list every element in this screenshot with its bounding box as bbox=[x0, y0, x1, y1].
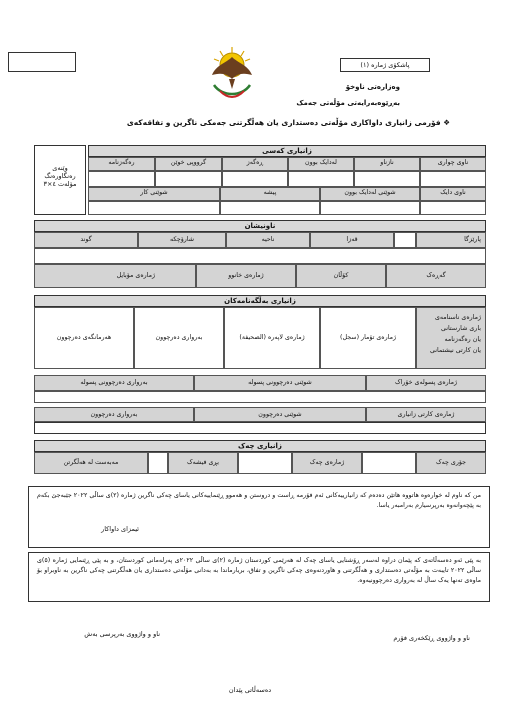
input-full-name[interactable] bbox=[420, 171, 486, 187]
photo-label-2: رەنگاورەنگ bbox=[44, 172, 76, 180]
input-workplace[interactable] bbox=[88, 201, 220, 215]
input-address-row1[interactable] bbox=[34, 248, 486, 264]
applicant-signature-label: ئیمزای داواکار bbox=[101, 525, 139, 533]
input-weapon-type[interactable] bbox=[362, 452, 416, 474]
label-surname: نازناو bbox=[354, 157, 420, 171]
documents-section-header: زانیاری بەڵگەنامەکان bbox=[34, 295, 486, 307]
label-profession: پیشە bbox=[220, 187, 320, 201]
label-carry-purpose: مەبەست لە هەڵگرتن bbox=[34, 452, 148, 474]
issuing-authority-label: دەسەڵاتی پێدان bbox=[228, 686, 272, 694]
label-village: گوند bbox=[34, 232, 138, 248]
input-gender[interactable] bbox=[222, 171, 288, 187]
form-organizer-signature-label: ناو و واژووی ڕێکخەری فۆرم bbox=[393, 634, 470, 642]
label-birth-place: شوێنی لەدایک بوون bbox=[320, 187, 420, 201]
personal-section-header: زانیاری کەسی bbox=[88, 145, 486, 157]
address-table bbox=[34, 232, 486, 288]
label-registry-number: ژمارەی تۆمار (سجل) bbox=[320, 307, 416, 369]
id-label-line-4: یان کارتی نیشتمانی bbox=[430, 347, 481, 354]
label-ration-card-date: بەرواری دەرچوونی پسولە bbox=[34, 375, 194, 391]
label-id-number bbox=[416, 307, 486, 369]
input-profession[interactable] bbox=[220, 201, 320, 215]
appendix-number-box: پاشکۆی ژمارە (١) bbox=[340, 58, 430, 72]
label-ration-card-number: ژمارەی پسولەی خۆراک bbox=[366, 375, 486, 391]
photo-label-1: وێنەی bbox=[52, 164, 68, 172]
department-name: بەڕێوەبەرایەتی مۆڵەتی جەمک bbox=[296, 99, 400, 107]
input-weapon-number[interactable] bbox=[238, 452, 292, 474]
label-nationality: رەگەزنامە bbox=[88, 157, 155, 171]
diamond-bullet-icon: ❖ bbox=[440, 118, 450, 127]
address-section-header: ناونیشان bbox=[34, 220, 486, 232]
declaration-box bbox=[28, 486, 490, 548]
kurdistan-emblem-icon bbox=[206, 45, 258, 101]
id-label-line-1: ژمارەی ناسنامەی bbox=[434, 314, 481, 321]
label-subdistrict: ناحیە bbox=[226, 232, 310, 248]
section-head-signature-label: ناو و واژووی بەرپرسی بەش bbox=[84, 630, 160, 638]
label-gender: ڕەگەز bbox=[222, 157, 288, 171]
legal-text: بە پێی ئەو دەسەڵاتەی کە پێمان دراوە لەسەر ڕۆشنایی یاسای چەک لە هەرێمی کوردستان ژمارە (٢)ی ساڵی ٢٠٢٢ی پەرلەمانی کوردستان، و بە پێی ڕێنمایی ژمارە (٥)ی ساڵی ٢٠٢٢ تایبەت بە مۆڵەتی دەستداری و هەڵگرتنی و هاوردنەوەی چەکی ناگرین و تفاق، بریارماندا بە بەدانی مۆڵەتی دەستداری یان هەڵگرتنی چەکی ناگرین بە ناوبراو بۆ ماوەی تەنها یەک ساڵ لە بەرواری دەرچوونیەوە. bbox=[37, 557, 481, 584]
label-info-card-number: ژمارەی کارتی زانیاری bbox=[366, 407, 486, 422]
label-house-number: ژمارەی خانوو bbox=[196, 264, 296, 288]
input-province[interactable] bbox=[394, 232, 416, 248]
label-ammo-amount: بڕی فیشەک bbox=[168, 452, 238, 474]
id-label-line-3: یان رەگەزنامە bbox=[444, 336, 481, 343]
label-info-card-place: شوێنی دەرچوون bbox=[194, 407, 366, 422]
input-info-card-row[interactable] bbox=[34, 422, 486, 434]
personal-table bbox=[88, 157, 486, 215]
photo-box bbox=[34, 145, 86, 215]
form-title: ❖ فۆرمی زانیاری داواکاری مۆڵەتی دەستداری یان هەڵگرتنی جەمکی ناگرین و تفاقەکەی bbox=[126, 118, 450, 127]
documents-table bbox=[34, 307, 486, 422]
input-surname[interactable] bbox=[354, 171, 420, 187]
input-ration-card-row[interactable] bbox=[34, 391, 486, 403]
label-issue-date: بەرواری دەرچوون bbox=[134, 307, 224, 369]
label-town: شارۆچکە bbox=[138, 232, 226, 248]
legal-box bbox=[28, 552, 490, 602]
id-label-line-2: باری شارستانی bbox=[441, 325, 481, 332]
input-ammo-amount[interactable] bbox=[148, 452, 168, 474]
label-province: پارێزگا bbox=[416, 232, 486, 248]
label-mother-name: ناوی دایک bbox=[420, 187, 486, 201]
label-neighborhood: گەڕەک bbox=[386, 264, 486, 288]
input-birth-date[interactable] bbox=[288, 171, 354, 187]
label-ration-card-place: شوێنی دەرچوونی پسولە bbox=[194, 375, 366, 391]
top-left-box bbox=[8, 52, 76, 72]
label-weapon-number: ژمارەی چەک bbox=[292, 452, 362, 474]
input-mother-name[interactable] bbox=[420, 201, 486, 215]
weapon-section-header: زانیاری چەک bbox=[34, 440, 486, 452]
label-blood-group: گرووپی خوێن bbox=[155, 157, 222, 171]
declaration-text: من کە ناوم لە خوارەوە هاتووە هاتێن دەدەم کە زانیارییەکانی ئەم فۆرمە ڕاست و دروستن و هەموو ڕێنماییەکانی یاسای چەکی ناگرین ژمارە (٢)ی ساڵی ٢٠٢٢ جێبەجێ بکەم بە پێچەوانەوە بەرپرسیارم بەرامبەر یاسا. bbox=[37, 492, 481, 509]
label-mobile: ژمارەی مۆبایل bbox=[34, 264, 196, 288]
label-info-card-date: بەرواری دەرچوون bbox=[34, 407, 194, 422]
input-birth-place[interactable] bbox=[320, 201, 420, 215]
weapon-table bbox=[34, 452, 486, 482]
label-workplace: شوێنی کار bbox=[88, 187, 220, 201]
input-nationality[interactable] bbox=[88, 171, 155, 187]
label-page-number: ژمارەی لاپەرە (الصحیفة) bbox=[224, 307, 320, 369]
ministry-name: وەزارەتی ناوخۆ bbox=[345, 83, 400, 91]
label-full-name: ناوی چواری bbox=[420, 157, 486, 171]
label-district: قەزا bbox=[310, 232, 394, 248]
label-birth-date: لەدایک بوون bbox=[288, 157, 354, 171]
photo-label-3: مۆلەت ٤×٣ bbox=[43, 180, 77, 188]
label-weapon-type: جۆری چەک bbox=[416, 452, 486, 474]
input-blood-group[interactable] bbox=[155, 171, 222, 187]
label-alley: کۆڵان bbox=[296, 264, 386, 288]
label-issuing-office: هەرمانگەی دەرچوون bbox=[34, 307, 134, 369]
